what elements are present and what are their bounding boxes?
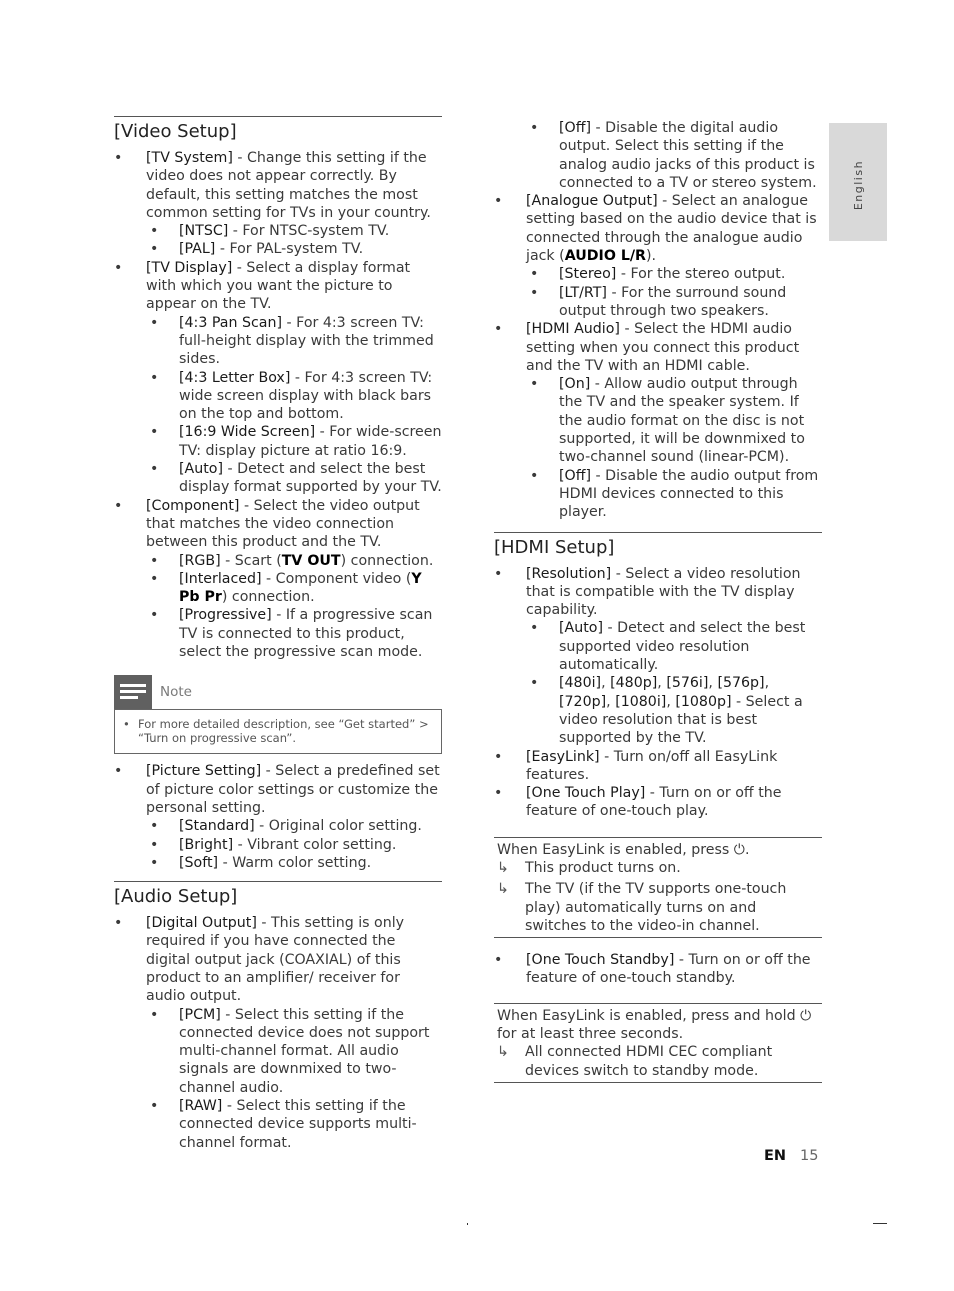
pal-desc: - For PAL-system TV.	[215, 241, 364, 258]
digital-off-wrapper	[494, 119, 822, 192]
pcm-label: [PCM]	[179, 1006, 221, 1023]
rgb-desc-pre: - Scart (	[220, 552, 282, 569]
tv-out-jack: TV OUT	[281, 552, 341, 569]
resolution-list-item: • [480i], [480p], [576i], [576p], [720p], [1080i], [1080p] - Select a video resolution that is best supported by the TV.	[526, 674, 822, 747]
pal-label: [PAL]	[179, 241, 216, 258]
res-480i: [480i]	[559, 675, 602, 692]
resolution-list-desc: - Select a video resolution that is best supported by the TV.	[559, 693, 803, 747]
hdmi-on-item	[526, 375, 822, 466]
raw-desc: - Select this setting if the connected device supports multi-channel format.	[179, 1098, 417, 1151]
hdmi-on-label: [On]	[559, 376, 591, 393]
power-icon: ⏻	[800, 1007, 812, 1024]
letter-box-desc: - For 4:3 screen TV: wide screen display with black bars on the top and bottom.	[179, 369, 433, 423]
audio-setup-heading: [Audio Setup]	[114, 886, 238, 908]
res-576p: [576p]	[717, 675, 765, 692]
bright-desc: - Vibrant color setting.	[233, 836, 397, 853]
progressive-label: [Progressive]	[179, 607, 272, 624]
soft-label: [Soft]	[179, 854, 219, 871]
digital-off-desc: - Disable the digital audio output. Select this setting if the analog audio jacks of this product is connected to a TV or stereo system.	[559, 120, 817, 191]
digital-off-item	[526, 119, 822, 192]
ltrt-desc: - For the surround sound output through two speakers.	[559, 284, 787, 319]
hdmi-setup-heading: [HDMI Setup]	[494, 536, 615, 558]
easylink-label: [EasyLink]	[526, 748, 600, 765]
easylink-desc: - Turn on/off all EasyLink features.	[526, 748, 778, 783]
section-divider	[114, 881, 442, 882]
tv-display-label: [TV Display]	[146, 259, 233, 276]
result-arrow-icon: ↳	[497, 859, 509, 876]
tv-system-label: [TV System]	[146, 150, 233, 166]
ntsc-desc: - For NTSC-system TV.	[228, 223, 390, 240]
res-576i: [576i]	[666, 675, 709, 692]
tv-system-desc: - Change this setting if the video does not appear correctly. By default, this setting matches the most common setting for TVs in your country.	[146, 150, 431, 221]
note-body: • For more detailed description, see “Get started” > “Turn on progressive scan”.	[114, 709, 442, 754]
resolution-item	[494, 565, 822, 748]
left-column	[114, 116, 442, 1152]
one-touch-play-label: [One Touch Play]	[526, 785, 646, 802]
picture-setting-list	[114, 762, 442, 872]
ntsc-item	[146, 222, 442, 240]
res-1080p: [1080p]	[675, 693, 732, 710]
resolution-auto-label: [Auto]	[559, 620, 604, 637]
letter-box-item	[146, 369, 442, 424]
raw-label: [RAW]	[179, 1098, 223, 1115]
page-number: 15	[800, 1148, 819, 1164]
component-item	[114, 497, 442, 662]
pal-item	[146, 240, 442, 258]
ltrt-item	[526, 284, 822, 321]
video-setup-heading: [Video Setup]	[114, 121, 237, 142]
page-footer	[764, 1147, 819, 1165]
ltrt-label: [LT/RT]	[559, 284, 607, 301]
crop-mark	[873, 1223, 887, 1224]
analogue-list	[494, 192, 822, 521]
letter-box-label: [4:3 Letter Box]	[179, 369, 291, 386]
ntsc-label: [NTSC]	[179, 223, 229, 240]
picture-setting-item	[114, 762, 442, 872]
digital-output-label: [Digital Output]	[146, 915, 257, 932]
wide-screen-label: [16:9 Wide Screen]	[179, 424, 316, 441]
pcm-desc: - Select this setting if the connected device does not support multi-channel format. All audio signals are downmixed to two-channel audio.	[179, 1006, 430, 1096]
wide-screen-item	[146, 423, 442, 460]
audio-lr-jack: AUDIO L/R	[564, 248, 646, 265]
interlaced-label: [Interlaced]	[179, 570, 262, 587]
hdmi-setup-list	[494, 565, 822, 821]
audio-setup-list-continued	[494, 119, 822, 192]
play-box-intro: When EasyLink is enabled, press	[497, 841, 730, 858]
hdmi-audio-item	[494, 320, 822, 521]
play-box-end: .	[745, 841, 750, 858]
rgb-item	[146, 552, 442, 570]
digital-output-item	[114, 914, 442, 1152]
res-480p: [480p]	[610, 675, 658, 692]
res-1080i: [1080i]	[615, 693, 667, 710]
tv-system-item	[114, 149, 442, 259]
note-box	[114, 675, 442, 754]
result-arrow-icon: ↳	[497, 1044, 509, 1061]
rgb-desc-post: ) connection.	[340, 552, 434, 569]
interlaced-desc-pre: - Component video (	[261, 570, 412, 587]
one-touch-standby-label: [One Touch Standby]	[526, 952, 675, 969]
raw-item	[146, 1097, 442, 1152]
language-tab-label: English	[851, 159, 865, 211]
wide-screen-desc: - For wide-screen TV: display picture at ratio 16:9.	[179, 424, 442, 459]
one-touch-standby-box	[494, 1003, 822, 1083]
analogue-output-label: [Analogue Output]	[526, 193, 658, 210]
component-label: [Component]	[146, 497, 240, 514]
audio-setup-list	[114, 914, 442, 1152]
resolution-desc: - Select a video resolution that is compatible with the TV display capability.	[526, 565, 801, 619]
analogue-output-desc: - Select an analogue setting based on the audio device that is connected through the analogue audio jack (	[526, 193, 817, 265]
ypbpr-jack: Y Pb Pr	[179, 570, 422, 606]
video-setup-list	[114, 149, 442, 661]
pan-scan-desc: - For 4:3 screen TV: full-height display with the trimmed sides.	[179, 314, 434, 368]
hdmi-audio-desc: - Select the HDMI audio setting when you connect this product and the TV with an HDMI cable.	[526, 321, 800, 374]
display-auto-desc: - Detect and select the best display format supported by your TV.	[179, 461, 442, 496]
hdmi-off-label: [Off]	[559, 467, 592, 484]
display-auto-label: [Auto]	[179, 461, 224, 478]
standby-list	[494, 951, 822, 988]
hdmi-off-desc: - Disable the audio output from HDMI devices connected to this player.	[559, 467, 819, 521]
tv-display-desc: - Select a display format with which you want the picture to appear on the TV.	[146, 259, 411, 313]
tv-display-item	[114, 259, 442, 497]
standby-result-1: All connected HDMI CEC compliant devices switch to standby mode.	[525, 1044, 773, 1079]
resolution-auto-item	[526, 619, 822, 674]
hdmi-audio-label: [HDMI Audio]	[526, 321, 620, 338]
pcm-item	[146, 1006, 442, 1097]
pan-scan-item	[146, 314, 442, 369]
hdmi-on-desc: - Allow audio output through the TV and the speaker system. If the audio format on the disc is not supported, it will be downmixed to two-channel sound (linear-PCM).	[559, 376, 805, 466]
one-touch-standby-item	[494, 951, 822, 988]
analogue-output-desc-end: ).	[645, 248, 657, 265]
standard-label: [Standard]	[179, 818, 255, 835]
soft-desc: - Warm color setting.	[218, 854, 372, 871]
component-desc: - Select the video output that matches the video connection between this product and the TV.	[146, 497, 420, 551]
resolution-label: [Resolution]	[526, 565, 612, 582]
one-touch-play-desc: - Turn on or off the feature of one-touch play.	[526, 785, 782, 820]
progressive-desc: - If a progressive scan TV is connected to this product, select the progressive scan mode.	[179, 607, 433, 661]
picture-setting-label: [Picture Setting]	[146, 763, 262, 780]
bright-item	[146, 836, 442, 854]
language-tab	[829, 123, 887, 241]
easylink-item	[494, 748, 822, 785]
bright-label: [Bright]	[179, 836, 234, 853]
picture-setting-desc: - Select a predefined set of picture color settings or customize the personal setting.	[146, 763, 440, 816]
digital-off-label: [Off]	[559, 120, 592, 136]
right-column	[494, 119, 822, 1083]
display-auto-item	[146, 460, 442, 497]
section-divider	[114, 116, 442, 117]
power-icon: ⏻	[733, 841, 746, 858]
digital-output-desc: - This setting is only required if you have connected the digital output jack (COAXIAL) of this product to an amplifier/ receiver for audio output.	[146, 915, 405, 1005]
stereo-item	[526, 265, 822, 283]
progressive-item	[146, 606, 442, 661]
result-arrow-icon: ↳	[497, 881, 509, 898]
standard-desc: - Original color setting.	[254, 818, 422, 835]
play-result-2: The TV (if the TV supports one-touch play) automatically turns on and switches to the video-in channel.	[525, 881, 787, 934]
note-label: Note	[160, 684, 192, 701]
note-text: For more detailed description, see “Get started” > “Turn on progressive scan”.	[138, 717, 429, 746]
stereo-label: [Stereo]	[559, 266, 617, 283]
standard-item	[146, 817, 442, 835]
hdmi-off-item	[526, 467, 822, 522]
analogue-output-item	[494, 192, 822, 320]
play-result-1: This product turns on.	[525, 859, 681, 876]
rgb-label: [RGB]	[179, 552, 221, 569]
interlaced-desc-post: ) connection.	[221, 589, 315, 606]
pan-scan-label: [4:3 Pan Scan]	[179, 314, 283, 331]
soft-item	[146, 854, 442, 872]
crop-mark	[467, 1223, 468, 1225]
note-icon	[114, 675, 152, 709]
stereo-desc: - For the stereo output.	[616, 266, 786, 283]
interlaced-item	[146, 570, 442, 607]
section-divider	[494, 532, 822, 533]
standby-box-end: for at least three seconds.	[497, 1026, 684, 1043]
standby-box-intro: When EasyLink is enabled, press and hold	[497, 1007, 796, 1024]
footer-language: EN	[764, 1148, 787, 1164]
res-720p: [720p]	[559, 693, 607, 710]
resolution-auto-desc: - Detect and select the best supported video resolution automatically.	[559, 620, 806, 674]
one-touch-play-box	[494, 837, 822, 938]
one-touch-play-item	[494, 784, 822, 821]
one-touch-standby-desc: - Turn on or off the feature of one-touch standby.	[526, 952, 811, 987]
